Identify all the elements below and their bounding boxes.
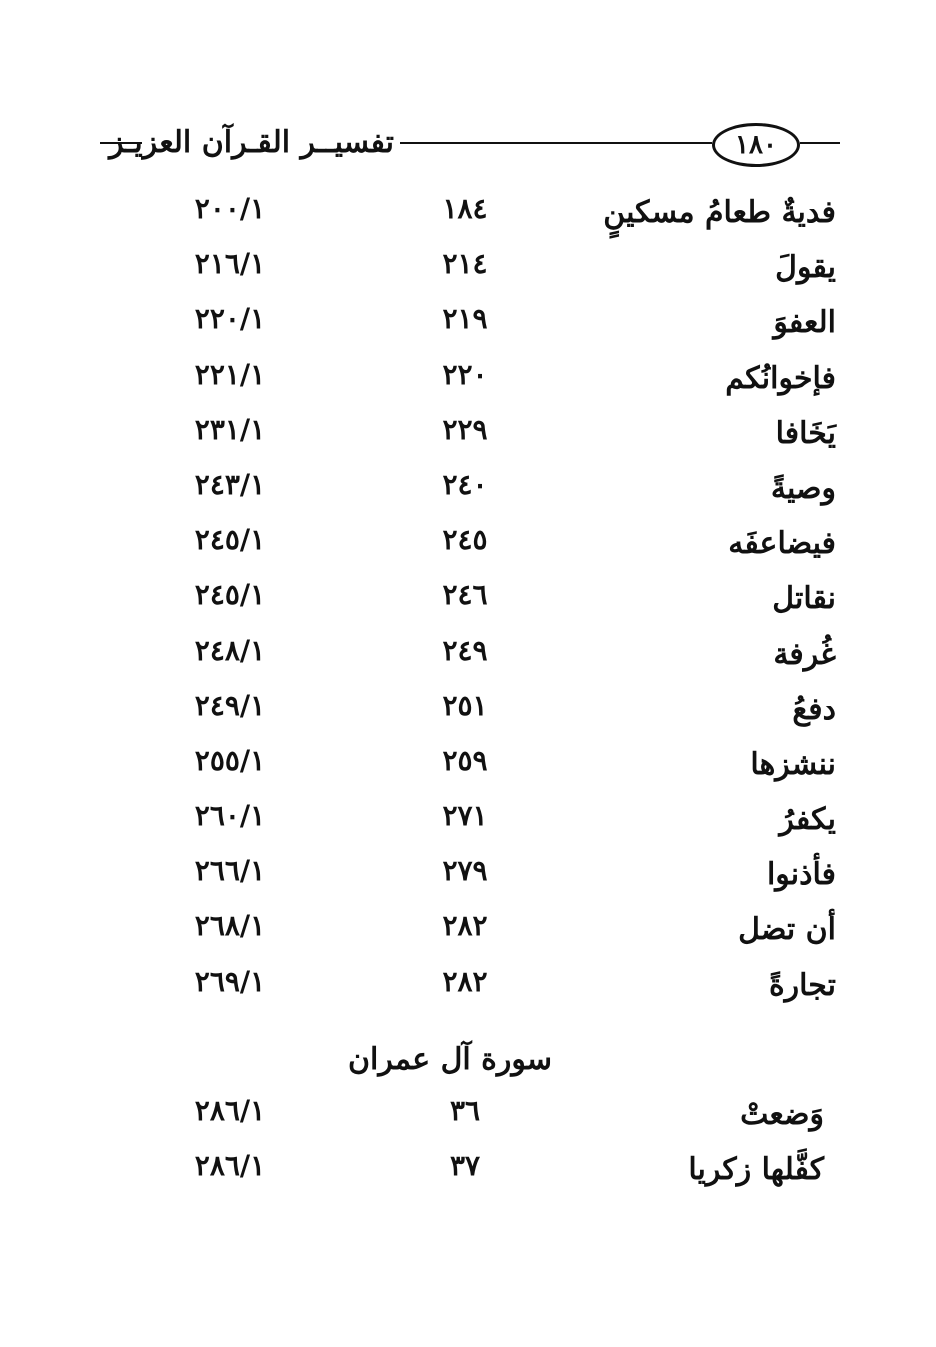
verse-number: ٢١٩ [442,302,488,336]
page-reference: ٢٤٨/١ [194,633,266,667]
verse-number: ٢٤٠ [442,467,488,501]
table-row [0,1087,936,1142]
table-row [0,240,936,295]
table-row [0,461,936,516]
verse-number: ٣٦ [449,1094,481,1127]
word-cell: دفعُ [792,691,836,727]
page-reference: ٢٦٨/١ [194,909,266,943]
page-reference: ٢٤٩/١ [194,688,266,722]
word-cell: وَضعتْ [740,1097,824,1132]
table-row [0,295,936,350]
table-row [0,737,936,792]
verse-number: ٢٨٢ [442,909,488,943]
table-row [0,571,936,626]
verse-number: ٢٥١ [442,688,488,722]
page-reference: ٢٤٥/١ [194,578,266,612]
word-cell: وصيةً [770,470,836,506]
word-cell: ننشزها [750,746,836,782]
verse-number: ٢٢٩ [442,412,488,446]
table-row [0,847,936,902]
page-reference: ٢٦٠/١ [194,799,266,833]
index-table-al-imran [0,1087,936,1197]
verse-number: ٢٧١ [442,799,488,833]
table-row [0,627,936,682]
word-cell: تجارةً [768,967,836,1003]
table-row [0,406,936,461]
verse-number: ٢٤٦ [442,578,488,612]
word-cell: يَخَافا [775,415,836,451]
table-row [0,351,936,406]
table-row [0,958,936,1013]
page-reference: ٢٨٦/١ [194,1149,266,1183]
page-reference: ٢٦٩/١ [194,964,266,998]
page-reference: ٢٦٦/١ [194,854,266,888]
verse-number: ٢١٤ [442,247,488,281]
verse-number: ٢٧٩ [442,854,488,888]
index-table-baqarah [0,185,936,1013]
verse-number: ١٨٤ [442,192,488,225]
verse-number: ٣٧ [449,1149,481,1183]
verse-number: ٢٨٢ [442,964,488,998]
page-reference: ٢١٦/١ [194,247,266,281]
word-cell: أن تضل [738,912,836,948]
page-reference: ٢٨٦/١ [194,1094,266,1127]
page-reference: ٢٣١/١ [194,412,266,446]
table-row [0,516,936,571]
page-reference: ٢٥٥/١ [194,743,266,777]
table-row [0,792,936,847]
verse-number: ٢٤٥ [442,523,488,557]
word-cell: فإخوانُكم [725,360,836,396]
word-cell: العفوَ [773,305,836,341]
word-cell: كفَّلها زكريا [688,1152,824,1188]
table-row [0,682,936,737]
page-header [100,118,840,172]
table-row [0,185,936,240]
page-reference: ٢٤٥/١ [194,523,266,557]
page-reference: ٢٠٠/١ [194,192,266,225]
table-row [0,902,936,957]
table-row [0,1142,936,1197]
header-rule-right [800,142,840,144]
page-number: ١٨٠ [712,123,800,167]
verse-number: ٢٢٠ [442,357,488,391]
page-reference: ٢٤٣/١ [194,467,266,501]
word-cell: فأذنوا [766,857,836,893]
verse-number: ٢٤٩ [442,633,488,667]
page-reference: ٢٢٠/١ [194,302,266,336]
word-cell: يكفرُ [779,802,836,838]
page-reference: ٢٢١/١ [194,357,266,391]
word-cell: يقولَ [775,250,836,286]
word-cell: فيضاعفَه [728,526,836,562]
word-cell: نقاتل [772,581,836,617]
verse-number: ٢٥٩ [442,743,488,777]
word-cell: فديةٌ طعامُ مسكينٍ [603,195,836,230]
word-cell: غُرفة [773,636,836,672]
header-rule-middle [400,142,712,144]
surah-heading: سورة آل عمران [347,1042,553,1077]
running-title: تفسيــر القـرآن العزيـز [109,125,394,160]
